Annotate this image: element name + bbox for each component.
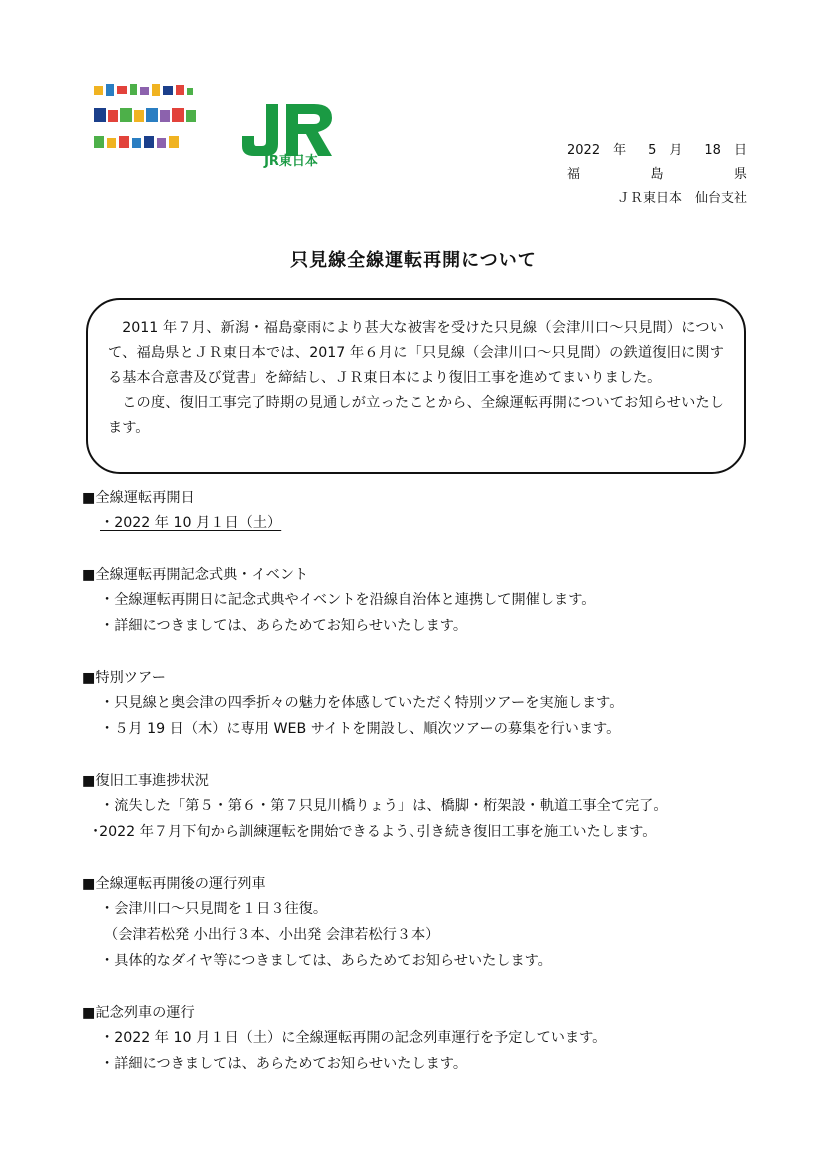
section-title: ■全線運転再開日 xyxy=(82,490,195,506)
issuer-organization: ＪＲ東日本 仙台支社 xyxy=(616,191,747,206)
section-restoration-progress xyxy=(82,769,762,845)
section-reopening-date xyxy=(82,486,762,536)
section-title: ■全線運転再開後の運行列車 xyxy=(82,876,266,892)
summary-box xyxy=(86,298,746,474)
section-title: ■記念列車の運行 xyxy=(82,1005,195,1021)
section-line: ・流失した「第５・第６・第７只見川橋りょう」は、橋脚・桁架設・軌道工事全て完了。 xyxy=(100,798,668,814)
reopening-date-value: ・2022 年 10 月１日（土） xyxy=(100,515,282,531)
section-commemorative-train xyxy=(82,1001,762,1077)
section-title: ■全線運転再開記念式典・イベント xyxy=(82,567,309,583)
issue-date: 2022 年 5 月 18 日 xyxy=(567,143,747,158)
fukushima-logo xyxy=(80,78,212,170)
sections xyxy=(82,486,762,1104)
section-line: ･2022 年７月下旬から訓練運転を開始できるよう､引き続き復旧工事を施工いたします。 xyxy=(92,824,657,840)
section-special-tour xyxy=(82,666,762,742)
section-line: ・具体的なダイヤ等につきましては、あらためてお知らせいたします。 xyxy=(100,953,552,969)
section-line: ・2022 年 10 月１日（土）に全線運転再開の記念列車運行を予定しています。 xyxy=(100,1030,607,1046)
summary-paragraph-2: この度、復旧工事完了時期の見通しが立ったことから、全線運転再開についてお知らせいたします。 xyxy=(108,395,724,436)
section-title: ■特別ツアー xyxy=(82,670,166,686)
section-title: ■復旧工事進捗状況 xyxy=(82,773,209,789)
issuer-block xyxy=(567,139,747,211)
document-title: 只見線全線運転再開について xyxy=(290,250,537,271)
section-ceremony xyxy=(82,563,762,639)
jr-east-logo-text: JR東日本 xyxy=(264,154,318,169)
section-operating-trains xyxy=(82,872,762,974)
section-line: ・全線運転再開日に記念式典やイベントを沿線自治体と連携して開催します。 xyxy=(100,592,596,608)
section-line: ・只見線と奥会津の四季折々の魅力を体感していただく特別ツアーを実施します。 xyxy=(100,695,624,711)
section-line: ・会津川口～只見間を１日３往復。 xyxy=(100,901,328,917)
issuer-prefecture: 福 島 県 xyxy=(567,167,747,182)
section-line xyxy=(82,510,762,536)
section-line: ・５月 19 日（木）に専用 WEB サイトを開設し、順次ツアーの募集を行います。 xyxy=(100,721,621,737)
section-line: ・詳細につきましては、あらためてお知らせいたします。 xyxy=(100,618,468,634)
section-line: （会津若松発 小出行３本、小出発 会津若松行３本） xyxy=(104,927,440,943)
section-line: ・詳細につきましては、あらためてお知らせいたします。 xyxy=(100,1056,468,1072)
summary-paragraph-1: 2011 年７月、新潟・福島豪雨により甚大な被害を受けた只見線（会津川口～只見間）について、福島県とＪＲ東日本では、2017 年６月に「只見線（会津川口～只見間）の鉄道復旧に関する基本合意書及び覚書」を締結し、ＪＲ東日本により復旧工事を進めてまいりました。 xyxy=(108,320,724,386)
